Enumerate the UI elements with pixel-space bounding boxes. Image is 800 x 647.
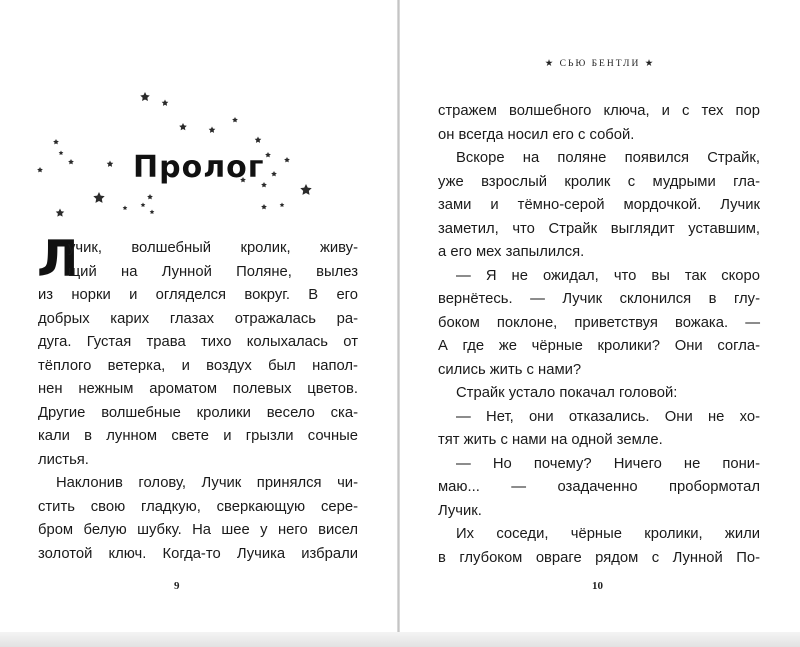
text-line: сились жить с нами? [438,361,582,378]
page-number-right: 10 [592,580,603,592]
page-number-left: 9 [174,580,180,592]
text-line: маю... — озадаченно пробормотал [438,479,760,495]
text-line: уже взрослый кролик с мудрыми гла- [438,173,760,190]
text-line: А где же чёрные кролики? Они согла- [438,338,760,354]
right-page-text [438,100,760,570]
text-line: Их соседи, чёрные кролики, жили [456,526,760,542]
text-line: заметил, что Страйк выглядит уставшим, [438,220,760,237]
text-line: Страйк устало покачал головой: [456,385,678,401]
text-line: зами и тёмно-серой мордочкой. Лучик [438,197,760,213]
text-line: кали в лунном свете и грызли сочные [38,428,358,444]
star-decoration [0,0,398,240]
text-line: золотой ключ. Когда-то Лучика избрали [38,545,358,562]
text-line: а его мех запылился. [438,244,585,260]
text-line: он всегда носил его с собой. [438,126,635,143]
text-line: тят жить с нами на одной земле. [438,432,663,448]
text-line: нен нежным ароматом полевых цветов. [38,381,358,397]
drop-cap: Л [37,230,79,288]
text-line: стражем волшебного ключа, и с тех пор [438,103,760,119]
text-line: — Я не ожидал, что вы так скоро [456,267,760,284]
text-line: бром белую шубку. На шее у него висел [38,522,358,538]
text-line: Лучик. [438,502,482,519]
left-page-text [37,230,358,566]
text-line: в глубоком овраге рядом с Лунной По- [438,549,760,566]
page-bottom-edge [0,632,800,647]
text-line: стить свою гладкую, сверкающую сере- [38,498,358,515]
left-page [0,0,398,647]
text-line: дуга. Густая трава тихо колыхалась от [38,334,358,350]
text-line: учик, волшебный кролик, живу- [68,240,358,256]
stars-icon [0,0,398,240]
text-line: из норки и огляделся вокруг. В его [38,287,358,303]
text-line: Наклонив голову, Лучик принялся чи- [56,475,358,491]
text-line: тёплого ветерка, и воздух был напол- [38,357,358,374]
text-line: щий на Лунной Поляне, вылез [68,263,358,280]
text-line: Другие волшебные кролики весело ска- [38,404,358,421]
text-line: — Нет, они отказались. Они не хо- [456,408,760,425]
running-head: ★ СЬЮ БЕНТЛИ ★ [544,59,656,69]
text-line: добрых карих глазах отражалась ра- [38,310,358,327]
text-line: — Но почему? Ничего не пони- [456,455,760,472]
text-line: Вскоре на поляне появился Страйк, [456,150,760,166]
text-line: листья. [38,451,89,468]
text-line: боком поклоне, приветствуя вожака. — [438,314,760,331]
text-line: вернётесь. — Лучик склонился в глу- [438,291,760,307]
chapter-title: Пролог [133,150,265,185]
